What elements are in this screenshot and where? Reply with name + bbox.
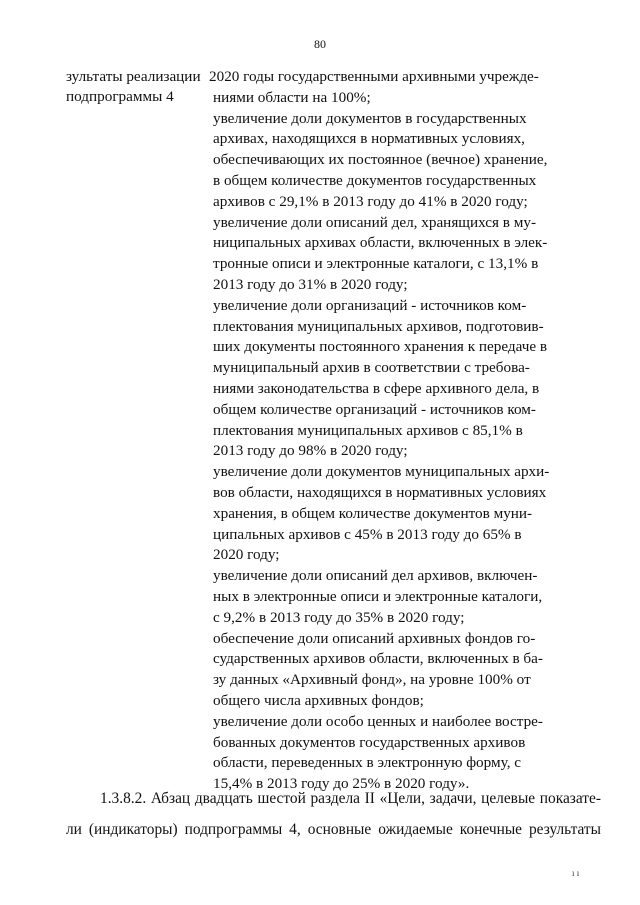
page-number: 80	[314, 37, 326, 51]
right-column-line: увеличение доли описаний дел архивов, включен-	[213, 567, 538, 585]
left-column	[66, 67, 206, 107]
right-column-line: 15,4% в 2013 году до 25% в 2020 году».	[213, 775, 470, 793]
right-column-line: с 9,2% в 2013 году до 35% в 2020 году;	[213, 608, 465, 626]
right-column-line: увеличение доли организаций - источников ком-	[213, 296, 527, 314]
right-column-line: ниципальных архивах области, включенных в элек-	[213, 234, 548, 252]
right-column-line: ципальных архивов с 45% в 2013 году до 65% в	[213, 525, 522, 543]
right-column-line: хранения, в общем количестве документов муни-	[213, 504, 533, 522]
right-column-line: ших документы постоянного хранения к передаче в	[213, 338, 548, 356]
right-column-line: муниципальный архив в соответствии с требова-	[213, 359, 530, 377]
right-column-line: в общем количестве документов государственных	[213, 171, 537, 189]
right-column	[209, 67, 554, 795]
left-column-line: подпрограммы 4	[66, 88, 174, 105]
right-column-line: 2020 году;	[213, 546, 280, 564]
right-column-line: общем количестве организаций - источников ком-	[213, 400, 536, 418]
right-column-line: архивах, находящихся в нормативных условиях,	[213, 130, 525, 148]
paragraph-line: 1.3.8.2. Абзац двадцать шестой раздела II «Цели, задачи, целевые показате-	[100, 790, 601, 807]
right-column-line: бованных документов государственных архивов	[213, 733, 526, 751]
right-column-line: обеспечивающих их постоянное (вечное) хранение,	[213, 151, 548, 169]
footer-mark: ı ı	[572, 868, 580, 878]
right-column-line: 2013 году до 98% в 2020 году;	[213, 442, 408, 460]
right-column-line: ниями области на 100%;	[213, 88, 371, 106]
right-column-line: увеличение доли документов в государственных	[213, 109, 527, 127]
right-column-line: 2013 году до 31% в 2020 году;	[213, 275, 408, 293]
right-column-line: обеспечение доли описаний архивных фондов го-	[213, 629, 536, 647]
right-column-line: тронные описи и электронные каталоги, с 13,1% в	[213, 255, 539, 273]
right-column-line: увеличение доли описаний дел, хранящихся в му-	[213, 213, 537, 231]
right-column-line: увеличение доли особо ценных и наиболее востре-	[213, 712, 543, 730]
right-column-line: плектования муниципальных архивов с 85,1% в	[213, 421, 523, 439]
right-column-line: архивов с 29,1% в 2013 году до 41% в 2020 году;	[213, 192, 528, 210]
right-column-line: увеличение доли документов муниципальных архи-	[213, 463, 550, 481]
right-column-line: общего числа архивных фондов;	[213, 691, 424, 709]
paragraph-line: ли (индикаторы) подпрограммы 4, основные ожидаемые конечные результаты	[66, 821, 601, 838]
right-column-line: ниями законодательства в сфере архивного дела, в	[213, 379, 540, 397]
right-column-line: сударственных архивов области, включенных в ба-	[213, 650, 543, 668]
right-column-line: плектования муниципальных архивов, подготовив-	[213, 317, 544, 335]
right-column-line: 2020 годы государственными архивными учрежде-	[209, 68, 539, 85]
right-column-line: вов области, находящихся в нормативных условиях	[213, 483, 547, 501]
left-column-line: зультаты реализации	[66, 68, 201, 85]
right-column-line: ных в электронные описи и электронные каталоги,	[213, 587, 543, 605]
main-paragraph	[66, 783, 601, 845]
right-column-line: зу данных «Архивный фонд», на уровне 100% от	[213, 671, 531, 689]
right-column-line: области, переведенных в электронную форму, с	[213, 754, 522, 772]
